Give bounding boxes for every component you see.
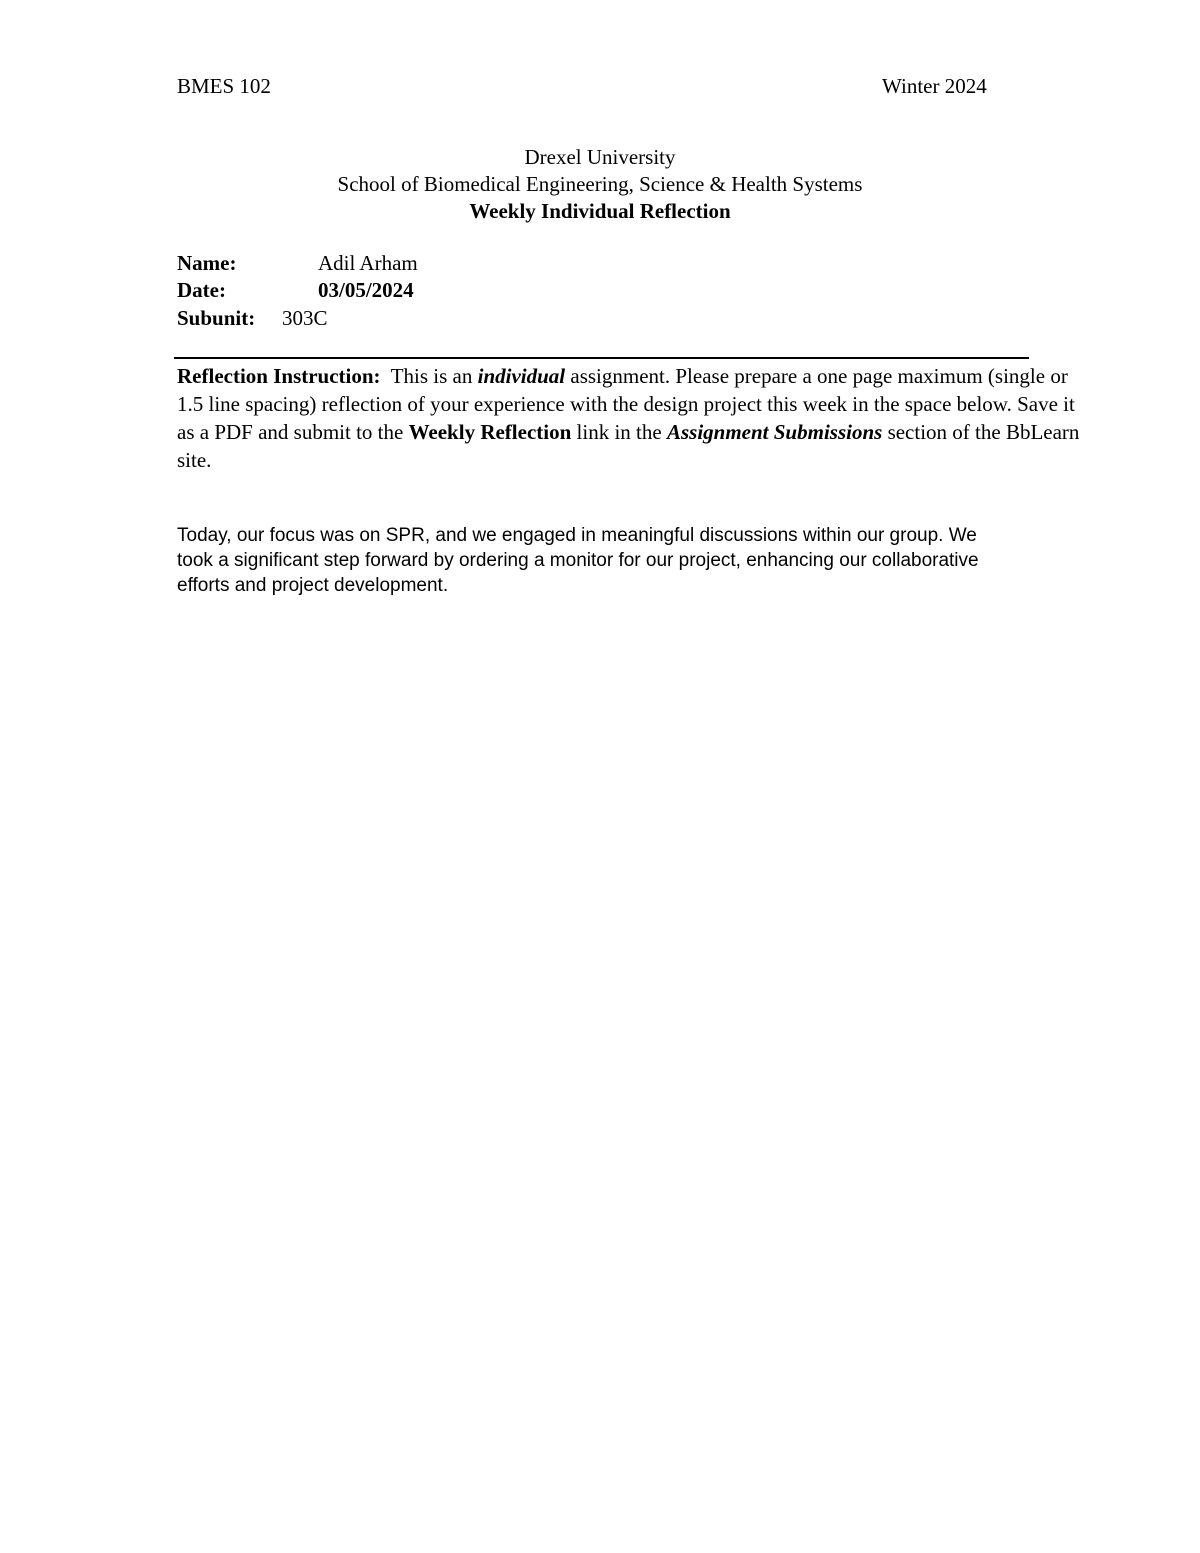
name-row (177, 251, 418, 276)
subunit-value: 303C (282, 306, 328, 330)
reflection-body: Today, our focus was on SPR, and we engaged in meaningful discussions within our group. We took a significant step forward by ordering a monitor for our project, enhancing our collaborative efforts and project development. (177, 525, 979, 596)
name-label: Name: (177, 251, 237, 275)
date-row (177, 278, 414, 303)
university-name: Drexel University (524, 145, 676, 169)
subunit-label: Subunit: (177, 306, 256, 330)
instruction-label: Reflection Instruction: (177, 364, 381, 388)
reflection-instruction (177, 362, 1092, 474)
section-divider (174, 357, 1029, 359)
instruction-emphasis: individual (477, 364, 566, 388)
school-name: School of Biomedical Engineering, Science & Health Systems (337, 172, 863, 196)
date-value: 03/05/2024 (318, 278, 414, 302)
instruction-text: This is an (390, 364, 473, 388)
term: Winter 2024 (882, 74, 987, 98)
assignment-submissions-section-name: Assignment Submissions (666, 420, 883, 444)
instruction-text: assignment. Please prepare a one page maximum (single or 1.5 line spacing) reflection of your experience with the design project this week in the space below. Save it as a PDF and submit to the (177, 364, 1075, 444)
weekly-reflection-link-name: Weekly Reflection (408, 420, 572, 444)
instruction-text: section of the BbLearn site. (177, 420, 1080, 472)
instruction-text: link in the (576, 420, 662, 444)
date-label: Date: (177, 278, 226, 302)
course-code: BMES 102 (177, 74, 271, 98)
name-value: Adil Arham (318, 251, 418, 275)
subunit-row (177, 306, 328, 331)
title-block (0, 144, 1200, 225)
document-title: Weekly Individual Reflection (469, 199, 731, 223)
